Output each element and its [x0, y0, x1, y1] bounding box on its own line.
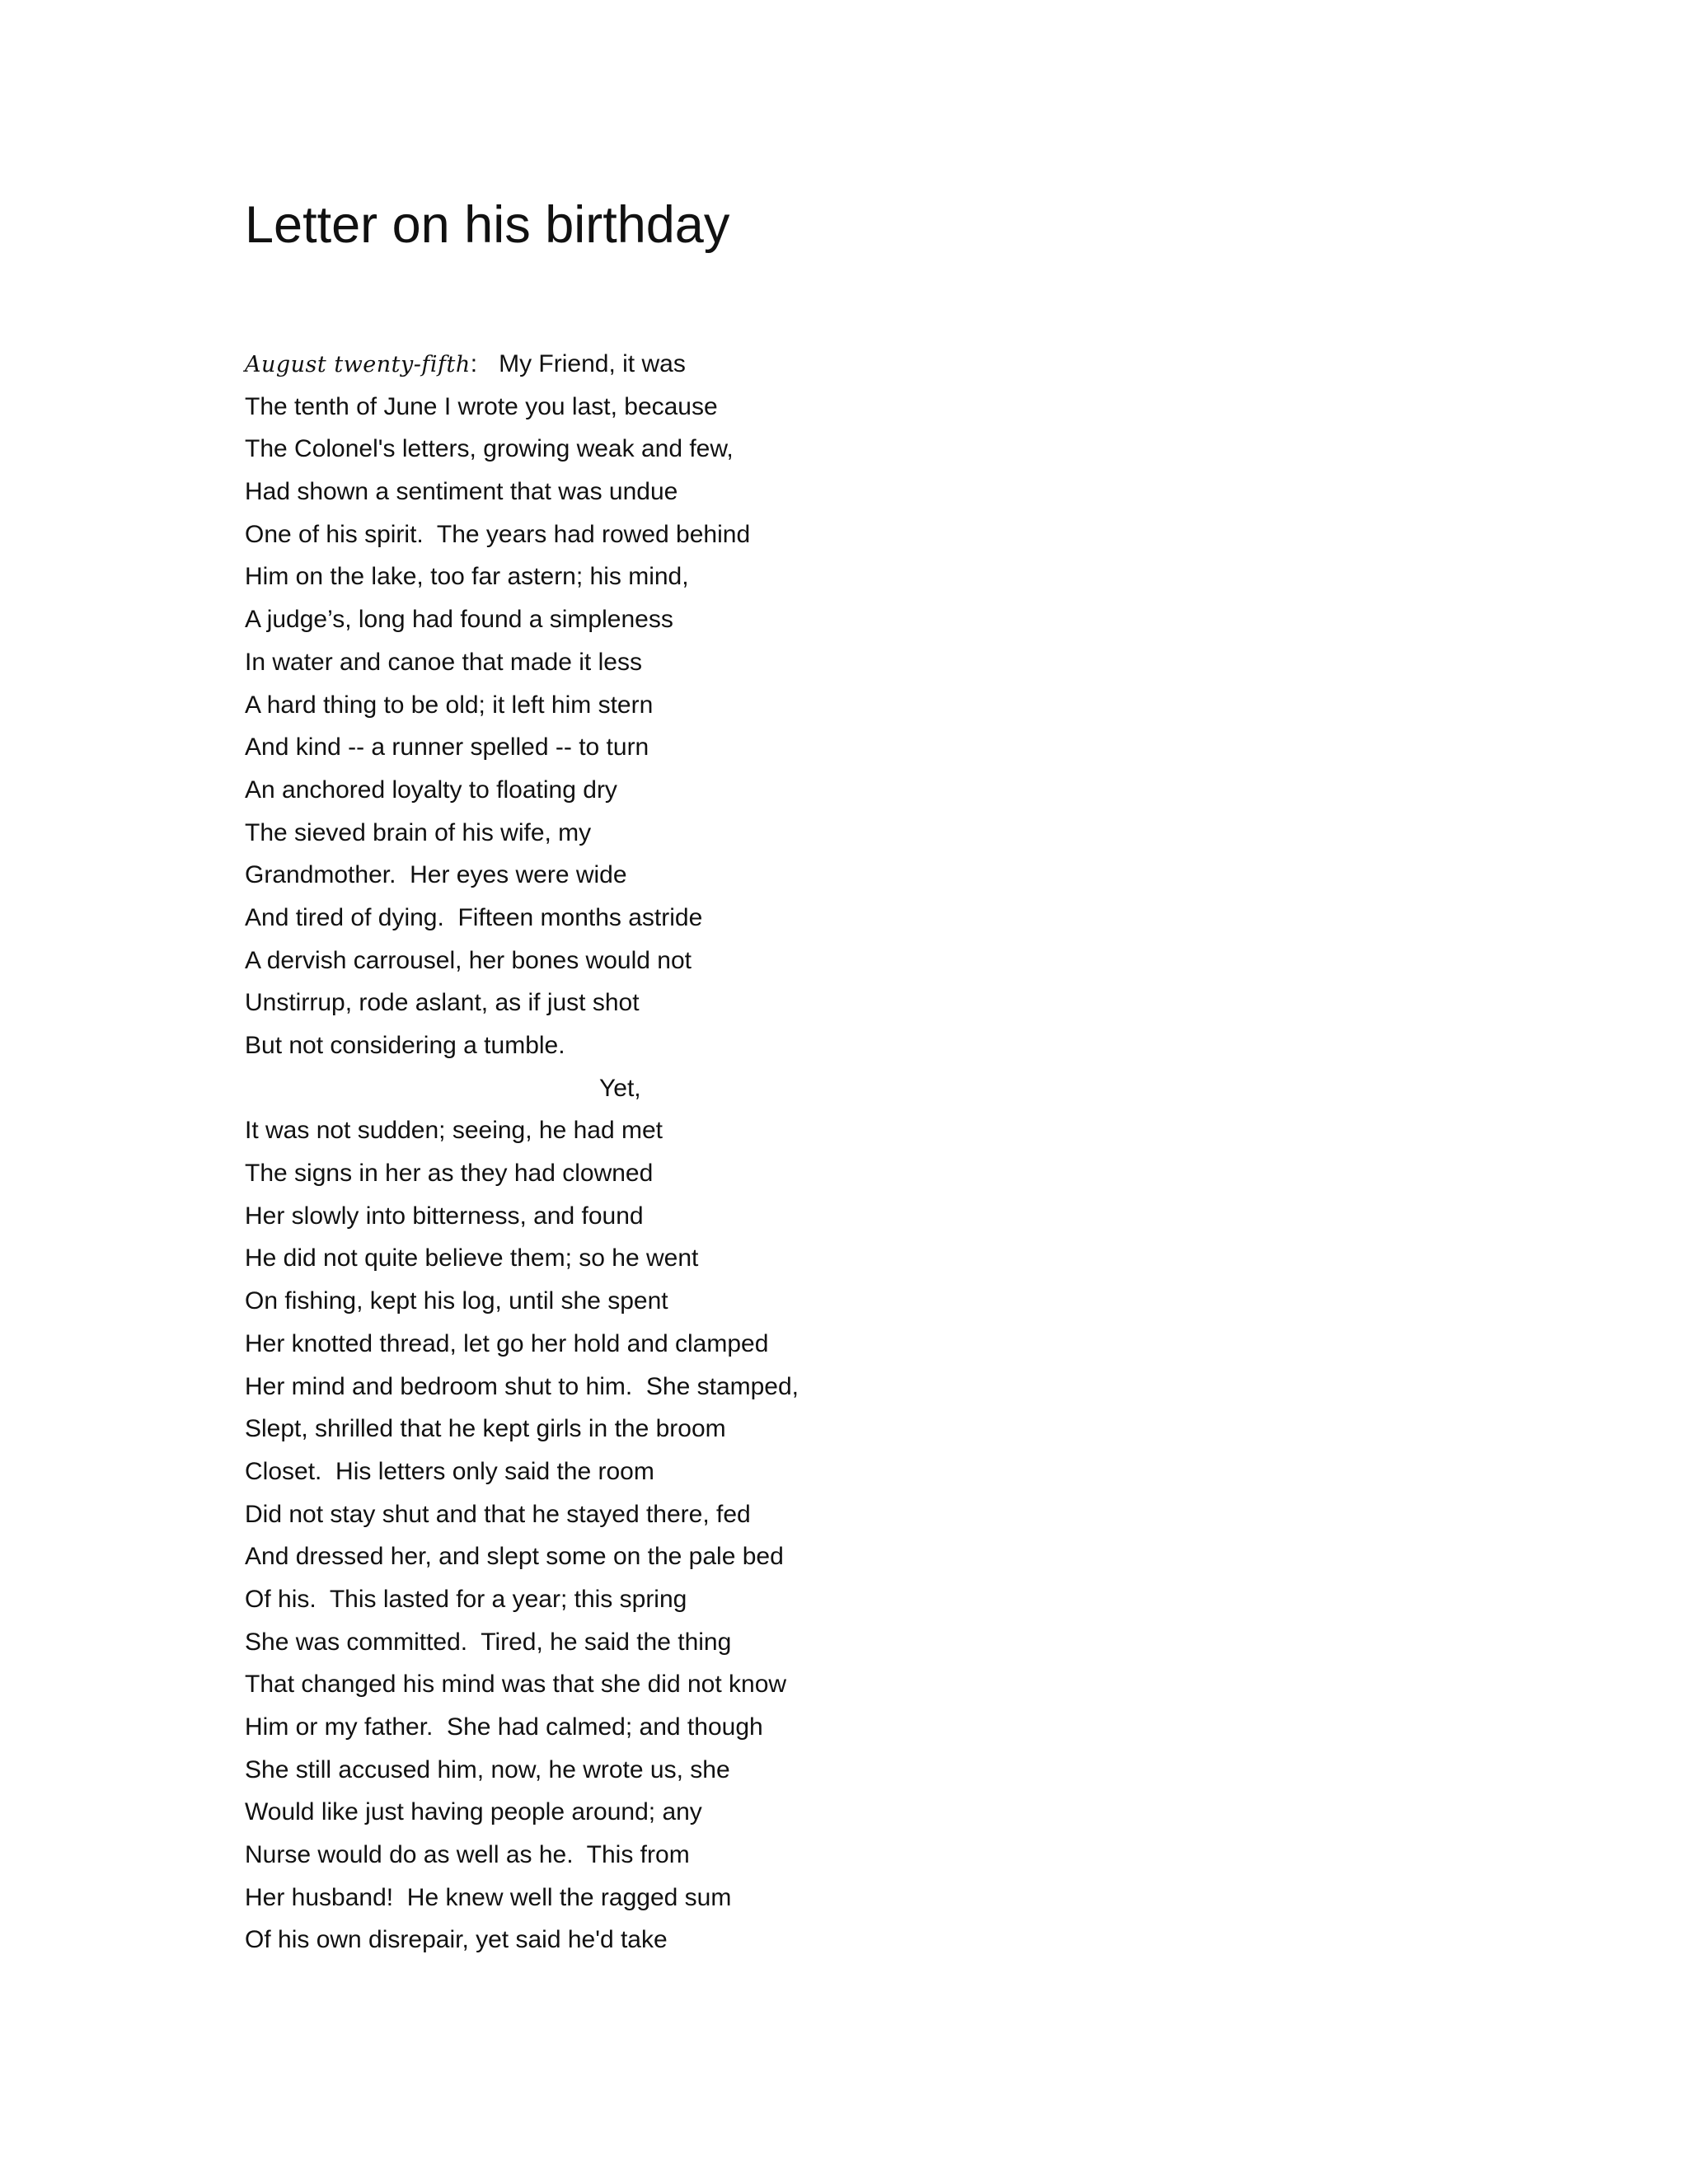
poem-line: Her mind and bedroom shut to him. She stamped,: [245, 1372, 799, 1400]
poem-line: In water and canoe that made it less: [245, 648, 642, 676]
poem-line: Of his own disrepair, yet said he'd take: [245, 1926, 668, 1954]
poem-body: [245, 343, 1481, 1961]
poem-line: The sieved brain of his wife, my: [245, 818, 592, 846]
poem-line: One of his spirit. The years had rowed behind: [245, 520, 751, 548]
poem-line: It was not sudden; seeing, he had met: [245, 1117, 663, 1145]
poem-line: That changed his mind was that she did not know: [245, 1671, 787, 1699]
poem-line: And dressed her, and slept some on the pale bed: [245, 1543, 784, 1571]
poem-line: On fishing, kept his log, until she spent: [245, 1287, 668, 1315]
poem-line: The tenth of June I wrote you last, because: [245, 392, 718, 420]
poem-line: Grandmother. Her eyes were wide: [245, 861, 627, 889]
poem-line: But not considering a tumble.: [245, 1032, 565, 1059]
poem-line: A hard thing to be old; it left him stern: [245, 691, 654, 719]
poem-line: Unstirrup, rode aslant, as if just shot: [245, 989, 640, 1017]
poem-line: Her husband! He knew well the ragged sum: [245, 1883, 732, 1911]
poem-line: A dervish carrousel, her bones would not: [245, 946, 692, 974]
poem-line: Her slowly into bitterness, and found: [245, 1202, 644, 1230]
poem-line: Him or my father. She had calmed; and though: [245, 1713, 763, 1741]
poem-line: He did not quite believe them; so he went: [245, 1244, 699, 1272]
poem-line: Nurse would do as well as he. This from: [245, 1841, 690, 1869]
poem-line: The Colonel's letters, growing weak and few,: [245, 435, 734, 463]
poem-line-1: [245, 343, 1481, 386]
poem-line: Would like just having people around; any: [245, 1798, 702, 1826]
poem-line: Closet. His letters only said the room: [245, 1457, 654, 1485]
poem-line: She was committed. Tired, he said the thing: [245, 1628, 732, 1656]
poem-line: Of his. This lasted for a year; this spring: [245, 1585, 687, 1613]
poem-line: She still accused him, now, he wrote us, she: [245, 1755, 730, 1783]
poem-line: A judge’s, long had found a simpleness: [245, 606, 673, 634]
dateline-script-text: August twenty-fifth: [245, 352, 471, 377]
dateline-colon: :: [470, 350, 478, 377]
poem-line: Her knotted thread, let go her hold and clamped: [245, 1329, 769, 1357]
poem-line: Him on the lake, too far astern; his mind,: [245, 563, 689, 591]
poem-line: Did not stay shut and that he stayed there, fed: [245, 1500, 751, 1528]
poem-line: Slept, shrilled that he kept girls in the broom: [245, 1415, 726, 1443]
poem-line: The signs in her as they had clowned: [245, 1160, 654, 1188]
poem-line: And kind -- a runner spelled -- to turn: [245, 733, 649, 762]
first-line-text: My Friend, it was: [499, 350, 686, 377]
poem-line: And tired of dying. Fifteen months astride: [245, 903, 703, 931]
poem-line: An anchored loyalty to floating dry: [245, 776, 617, 804]
poem-line-indented: Yet,: [599, 1074, 641, 1102]
poem-line: Had shown a sentiment that was undue: [245, 478, 678, 506]
page-title: Letter on his birthday: [245, 196, 730, 254]
